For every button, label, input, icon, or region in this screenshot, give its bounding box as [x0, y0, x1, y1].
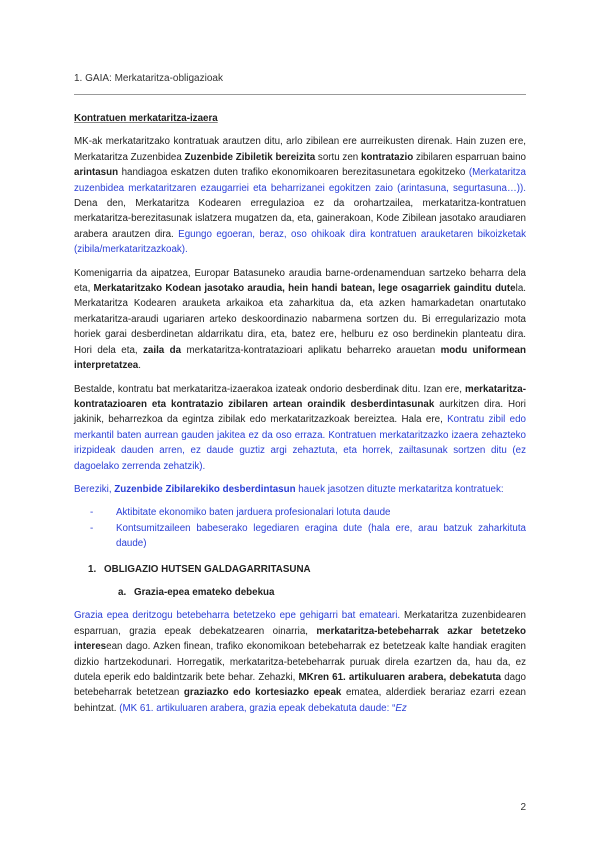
paragraph-1: MK-ak merkataritzako kontratuak arautzen ditu, arlo zibilean ere aurreikusten direnak. Hain zuzen ere, Merkataritza Zuzenbidea Zuzenbide Zibiletik bereizita sortu zen kontratazio zibilaren esparruan baino arintasun handiagoa eskatzen duten trafiko ekonomikoaren berezitasunetara egokitzeko (Merkataritza zuzenbidea merkataritzaren ezaugarriei eta beharrizanei egokitzen zaio (arintasuna, segurtasuna…)). Dena den, Merkataritza Kodearen erregulazioa ez da orohartzailea, merkataritza-kontratuen merkataritza-berezitasunak islatzera mugatzen da, eta, gainerakoan, Kode Zibilean jasotako araudiaren arabera arautzen dira. Egungo egoeran, beraz, oso ohikoak dira kontratuen arauketaren bikoizketak (zibila/merkataritzazkoak). — [74, 136, 526, 256]
list-item: - Kontsumitzaileen babeserako legediaren eragina dute (hala ere, arau batzuk zaharkituta daude) — [90, 521, 526, 552]
paragraph-2: Komenigarria da aipatzea, Europar Batasuneko araudia barne-ordenamenduan sartzeko beharra dela eta, Merkataritzako Kodean jasotako araudia, hein handi batean, lege osagarriek gainditu dutela. Merkataritza Kodearen arauketa arkaikoa eta zaharkitua da, eta azken hamarkadetan onartutako merkataritza-araudi ugariaren arteko deskoordinazio nabarmena sortzen du. Bi erregularizazio mota horiek garai desberdinetan aldarrikatu dira, eta, batez ere, helburu ez oso berdinekin planteatu dira. Hori dela eta, zaila da merkataritza-kontratazioari aplikatu beharreko arauetan modu uniformean interpretatzea. — [74, 267, 526, 372]
paragraph-5: Grazia epea deritzogu betebeharra betetzeko epe gehigarri bat emateari. Merkataritza zuzenbidearen esparruan, grazia epeak debekatzearen oinarria, merkataritza-betebeharrak azkar betetzeko interesean dago. Azken finean, trafiko ekonomikoan betebeharrak ez betetzeak kalte handiak eragiten dizkio hartzekodunari. Horregatik, merkataritza-betebeharrak puruak direla ezartzen da, hau da, ez dutela eperik edo baldintzarik bete behar. Zehazki, MKren 61. artikuluaren arabera, debekatuta dago betebeharrak betetzean graziazko edo kortesiazko epeak ematea, alderdiek berariaz ezarri ezean behintzat. (MK 61. artikuluaren arabera, grazia epeak debekatuta daude: “Ez — [74, 610, 526, 714]
section-title: Kontratuen merkataritza-izaera — [74, 113, 218, 124]
page-number: 2 — [520, 802, 526, 813]
header-divider — [74, 94, 526, 95]
page-header: 1. GAIA: Merkataritza-obligazioak — [74, 73, 223, 84]
paragraph-4: Bereziki, Zuzenbide Zibilarekiko desberdintasun hauek jasotzen dituzte merkataritza kontratuek: — [74, 483, 504, 495]
list-item: - Aktibitate ekonomiko baten jarduera profesionalari lotuta daude — [90, 505, 526, 520]
heading-level-1: 1. OBLIGAZIO HUTSEN GALDAGARRITASUNA — [88, 563, 311, 575]
document-body — [74, 111, 526, 724]
bullet-list — [74, 505, 526, 551]
heading-level-2: a. Grazia-epea emateko debekua — [118, 586, 275, 598]
paragraph-3: Bestalde, kontratu bat merkataritza-izaerakoa izateak ondorio desberdinak ditu. Izan ere, merkataritza-kontratazioaren eta kontratazio zibilaren artean oraindik desberdintasunak aurkitzen dira. Hori jakinik, beharrezkoa da egintza zibilak edo merkataritzazkoak bereiztea. Hala ere, Kontratu zibil edo merkantil baten aurrean gauden jakitea ez da oso erraza. Kontratuen merkataritzazko izaera zehazteko irizpideak dauden arren, ez daude guztiz argi zehaztuta, eta horrek, zailtasunak sortzen ditu (ez dagoelako zerrenda zehatzik). — [74, 383, 527, 472]
